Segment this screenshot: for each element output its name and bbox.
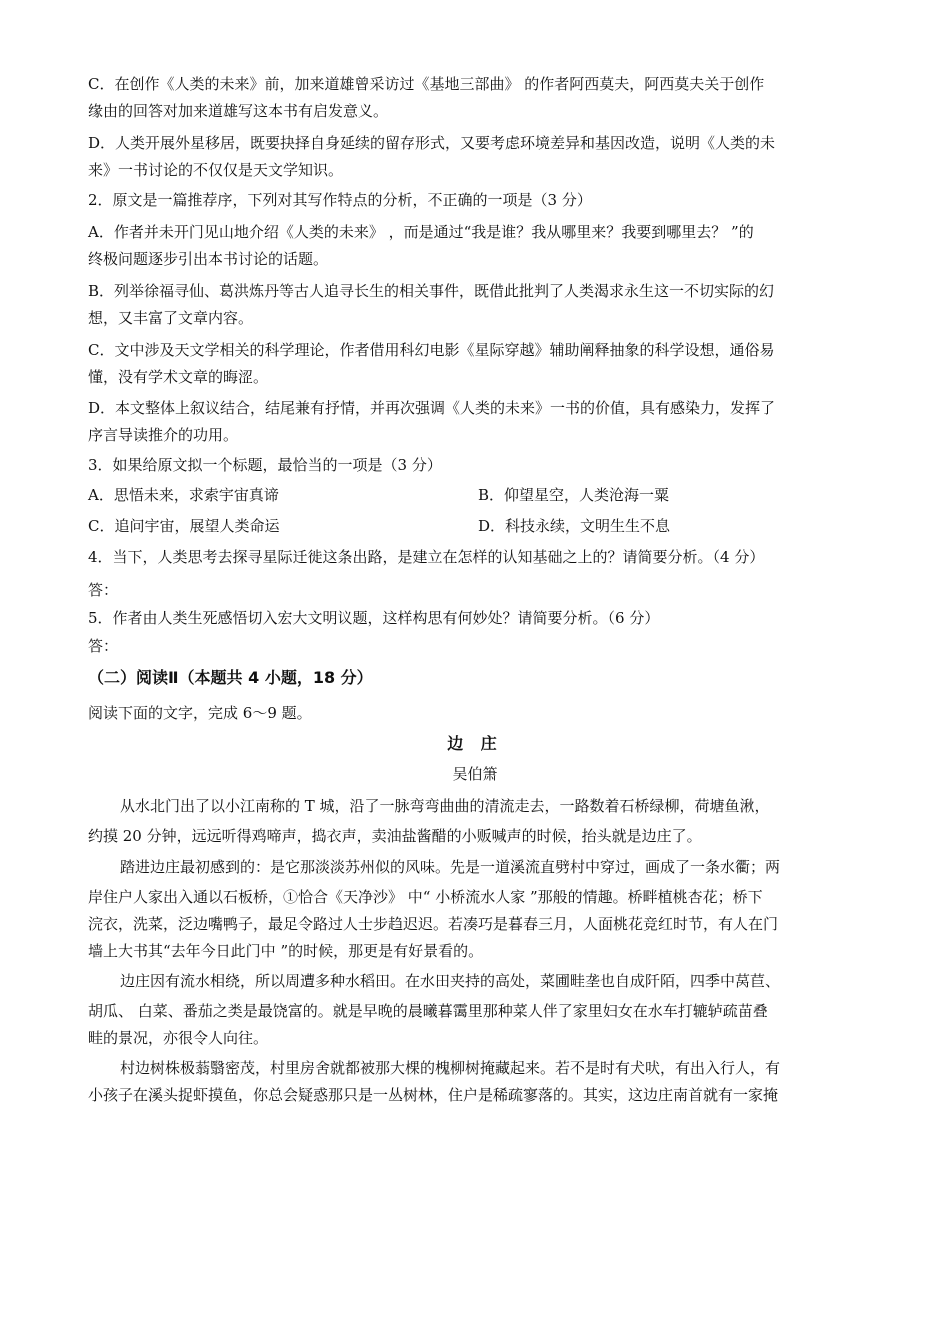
answer-label-4: 答： (88, 581, 119, 599)
story-line: 约摸 20 分钟，远远听得鸡啼声，捣衣声，卖油盐酱醋的小贩喊声的时候，抬头就是边庄了。 (88, 827, 702, 845)
story-author: 吴伯箫 (452, 765, 498, 783)
question-3: 3．如果给原文拟一个标题，最恰当的一项是（3 分） (88, 456, 442, 474)
story-line: 踏进边庄最初感到的：是它那淡淡苏州似的风味。先是一道溪流直劈村中穿过，画成了一条水衢；两 (120, 858, 781, 876)
story-line: 浣衣，洗菜，泛边嘴鸭子，最足令路过人士步趋迟迟。若凑巧是暮春三月，人面桃花竞红时节，有人在门 (88, 915, 779, 933)
answer-label-5: 答： (88, 637, 119, 655)
reading-instruction: 阅读下面的文字，完成 6～9 题。 (88, 704, 312, 722)
option-2c-line-2: 懂，没有学术文章的晦涩。 (88, 368, 269, 386)
option-1c-line-1: C．在创作《人类的未来》前，加来道雄曾采访过《基地三部曲》 的作者阿西莫夫，阿西莫夫关于创作 (88, 75, 765, 93)
question-4: 4．当下，人类思考去探寻星际迁徙这条出路，是建立在怎样的认知基础之上的？请简要分析。（4 分） (88, 548, 765, 566)
option-2b-line-1: B．列举徐福寻仙、葛洪炼丹等古人追寻长生的相关事件，既借此批判了人类渴求永生这一不切实际的幻 (88, 282, 775, 300)
story-line: 小孩子在溪头捉虾摸鱼，你总会疑惑那只是一丛树林，住户是稀疏寥落的。其实，这边庄南首就有一家掩 (88, 1086, 779, 1104)
story-line: 畦的景况，亦很令人向往。 (88, 1029, 269, 1047)
question-2: 2．原文是一篇推荐序，下列对其写作特点的分析，不正确的一项是（3 分） (88, 191, 592, 209)
section-heading: （二）阅读Ⅱ（本题共 4 小题，18 分） (88, 668, 373, 687)
option-2d-line-2: 序言导读推介的功用。 (88, 426, 239, 444)
story-line: 边庄因有流水相绕，所以周遭多种水稻田。在水田夹持的高处，菜圃畦垄也自成阡陌，四季中莴苣、 (120, 972, 781, 990)
option-2c-line-1: C．文中涉及天文学相关的科学理论，作者借用科幻电影《星际穿越》辅助阐释抽象的科学设想，通俗易 (88, 341, 775, 359)
option-2d-line-1: D．本文整体上叙议结合，结尾兼有抒情，并再次强调《人类的未来》一书的价值，具有感染力，发挥了 (88, 399, 776, 417)
story-line: 从水北门出了以小江南称的 T 城，沿了一脉弯弯曲曲的清流走去，一路数着石桥绿柳，荷塘鱼湫， (120, 797, 770, 815)
option-3d: D．科技永续，文明生生不息 (478, 517, 671, 535)
story-line: 岸住户人家出入通以石板桥，①恰合《天净沙》 中“ 小桥流水人家 ”那般的情趣。桥畔植桃杏花；桥下 (88, 888, 763, 906)
option-1d-line-2: 来》一书讨论的不仅仅是天文学知识。 (88, 161, 344, 179)
story-line: 墙上大书其“去年今日此门中 ”的时候，那更是有好景看的。 (88, 942, 484, 960)
option-2a-line-2: 终极问题逐步引出本书讨论的话题。 (88, 250, 329, 268)
option-2a-line-1: A．作者并未开门见山地介绍《人类的未来》 ，而是通过“我是谁？我从哪里来？我要到哪里去？ ”的 (88, 223, 754, 241)
option-3a: A．思悟未来，求索宇宙真谛 (88, 486, 279, 504)
option-3b: B．仰望星空，人类沧海一粟 (478, 486, 670, 504)
story-line: 胡瓜、 白菜、番茄之类是最饶富的。就是早晚的晨曦暮霭里那种菜人伴了家里妇女在水车打辘轳疏苗叠 (88, 1002, 768, 1020)
option-1d-line-1: D．人类开展外星移居，既要抉择自身延续的留存形式，又要考虑环境差异和基因改造，说明《人类的未 (88, 134, 776, 152)
option-2b-line-2: 想，又丰富了文章内容。 (88, 309, 254, 327)
story-title: 边 庄 (447, 734, 503, 753)
option-3c: C．追问宇宙，展望人类命运 (88, 517, 280, 535)
story-line: 村边树株极蓊翳密茂，村里房舍就都被那大棵的槐柳树掩藏起来。若不是时有犬吠，有出入行人，有 (120, 1059, 781, 1077)
option-1c-line-2: 缘由的回答对加来道雄写这本书有启发意义。 (88, 102, 389, 120)
question-5: 5．作者由人类生死感悟切入宏大文明议题，这样构思有何妙处？请简要分析。（6 分） (88, 609, 660, 627)
